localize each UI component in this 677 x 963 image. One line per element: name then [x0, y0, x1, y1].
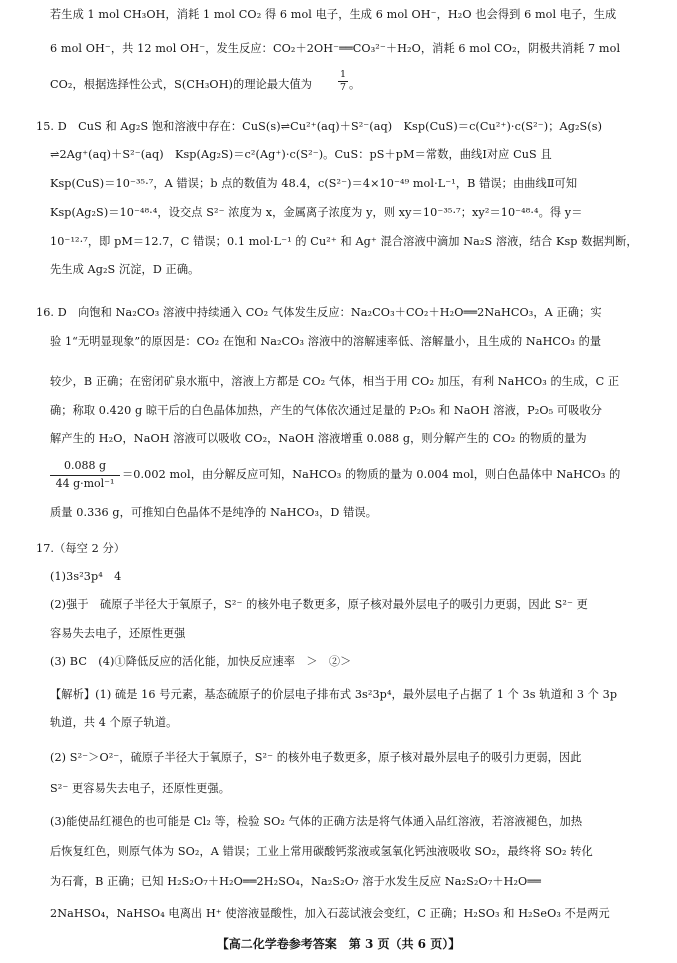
- text-line: 较少，B 正确；在密闭矿泉水瓶中，溶液上方都是 CO₂ 气体，相当于用 CO₂ 加压，有利 NaHCO₃ 的生成，C 正: [50, 375, 620, 388]
- text-line: (2)强于 硫原子半径大于氧原子，S²⁻ 的核外电子数更多，原子核对最外层电子的吸引力更弱，因此 S²⁻ 更: [50, 598, 588, 611]
- text-line: 容易失去电子，还原性更强: [50, 627, 186, 640]
- analysis-heading-line: 【解析】(1) 硫是 16 号元素，基态硫原子的价层电子排布式 3s²3p⁴，最外层电子占据了 1 个 3s 轨道和 3 个 3p: [50, 688, 618, 701]
- text-line: (3) BC (4)①降低反应的活化能，加快反应速率 ＞ ②＞: [50, 655, 352, 668]
- text-line: 验 1“无明显现象”的原因是：CO₂ 在饱和 Na₂CO₃ 溶液中的溶解速率低、溶解量小，且生成的 NaHCO₃ 的量: [50, 335, 602, 348]
- text-span: 。: [349, 78, 361, 91]
- text-line: 确；称取 0.420 g 晾干后的白色晶体加热，产生的气体依次通过足量的 P₂O₅ 和 NaOH 溶液，P₂O₅ 可吸收分: [50, 404, 603, 417]
- text-line: Ksp(CuS)＝10⁻³⁵·⁷，A 错误；b 点的数值为 48.4，c(S²⁻)＝4×10⁻⁴⁹ mol·L⁻¹，B 错误；由曲线Ⅱ可知: [50, 177, 578, 190]
- fraction-denominator: 7: [339, 82, 347, 93]
- fraction-numerator: 0.088 g: [63, 459, 107, 472]
- text-line: 质量 0.336 g，可推知白色晶体不是纯净的 NaHCO₃，D 错误。: [50, 506, 377, 519]
- text-line: (2) S²⁻＞O²⁻，硫原子半径大于氧原子，S²⁻ 的核外电子数更多，原子核对最外层电子的吸引力更弱，因此: [50, 751, 582, 764]
- text-line: (3)能使品红褪色的也可能是 Cl₂ 等，检验 SO₂ 气体的正确方法是将气体通入品红溶液，若溶液褪色，加热: [50, 815, 583, 828]
- text-line: S²⁻ 更容易失去电子，还原性更强。: [50, 782, 231, 795]
- fraction-numerator: 1: [339, 69, 347, 80]
- text-line: 10⁻¹²·⁷，即 pM＝12.7，C 错误；0.1 mol·L⁻¹ 的 Cu²⁺ 和 Ag⁺ 混合溶液中滴加 Na₂S 溶液，结合 Ksp 数据判断，: [50, 235, 638, 248]
- text-line: 先生成 Ag₂S 沉淀，D 正确。: [50, 263, 200, 276]
- text-line: ⇌2Ag⁺(aq)＋S²⁻(aq) Ksp(Ag₂S)＝c²(Ag⁺)·c(S²⁻)。CuS：pS＋pM＝常数，曲线Ⅰ对应 CuS 且: [50, 148, 552, 161]
- text-line: 解产生的 H₂O，NaOH 溶液可以吸收 CO₂，NaOH 溶液增重 0.088 g，则分解产生的 CO₂ 的物质的量为: [50, 432, 587, 445]
- text-line: (1)3s²3p⁴ 4: [50, 570, 122, 583]
- question-16: 16. D 向饱和 Na₂CO₃ 溶液中持续通入 CO₂ 气体发生反应：Na₂CO₃＋CO₂＋H₂O══2NaHCO₃，A 正确；实: [36, 306, 602, 319]
- question-17: 17.（每空 2 分）: [36, 542, 126, 555]
- fraction-denominator: 44 g·mol⁻¹: [55, 477, 115, 490]
- text-span: CO₂，根据选择性公式，S(CH₃OH)的理论最大值为: [50, 78, 313, 91]
- page-footer: 【高二化学卷参考答案 第 3 页（共 6 页）】: [216, 937, 461, 951]
- text-line: 6 mol OH⁻，共 12 mol OH⁻，发生反应：CO₂＋2OH⁻══CO₃²⁻＋H₂O，消耗 6 mol CO₂，阴极共消耗 7 mol: [50, 42, 621, 55]
- text-line: 后恢复红色，则原气体为 SO₂，A 错误；工业上常用碳酸钙浆液或氢氧化钙浊液吸收 SO₂，最终将 SO₂ 转化: [50, 845, 593, 858]
- text-line: ＝0.002 mol，由分解反应可知，NaHCO₃ 的物质的量为 0.004 mol，则白色晶体中 NaHCO₃ 的: [122, 468, 621, 481]
- question-15: 15. D CuS 和 Ag₂S 饱和溶液中存在：CuS(s)⇌Cu²⁺(aq)＋S²⁻(aq) Ksp(CuS)＝c(Cu²⁺)·c(S²⁻)；Ag₂S(s): [36, 120, 603, 133]
- fraction-bar: [50, 475, 120, 476]
- text-line: 为石膏，B 正确；已知 H₂S₂O₇＋H₂O══2H₂SO₄，Na₂S₂O₇ 溶于水发生反应 Na₂S₂O₇＋H₂O══: [50, 875, 542, 888]
- text-line: 轨道，共 4 个原子轨道。: [50, 716, 178, 729]
- text-line: Ksp(Ag₂S)＝10⁻⁴⁸·⁴，设交点 S²⁻ 浓度为 x，金属离子浓度为 y，则 xy＝10⁻³⁵·⁷；xy²＝10⁻⁴⁸·⁴。得 y＝: [50, 206, 583, 219]
- text-line: 2NaHSO₄，NaHSO₄ 电离出 H⁺ 使溶液显酸性，加入石蕊试液会变红，C 正确；H₂SO₃ 和 H₂SeO₃ 不是两元: [50, 907, 610, 920]
- text-line: 若生成 1 mol CH₃OH，消耗 1 mol CO₂ 得 6 mol 电子，生成 6 mol OH⁻，H₂O 也会得到 6 mol 电子，生成: [50, 8, 617, 21]
